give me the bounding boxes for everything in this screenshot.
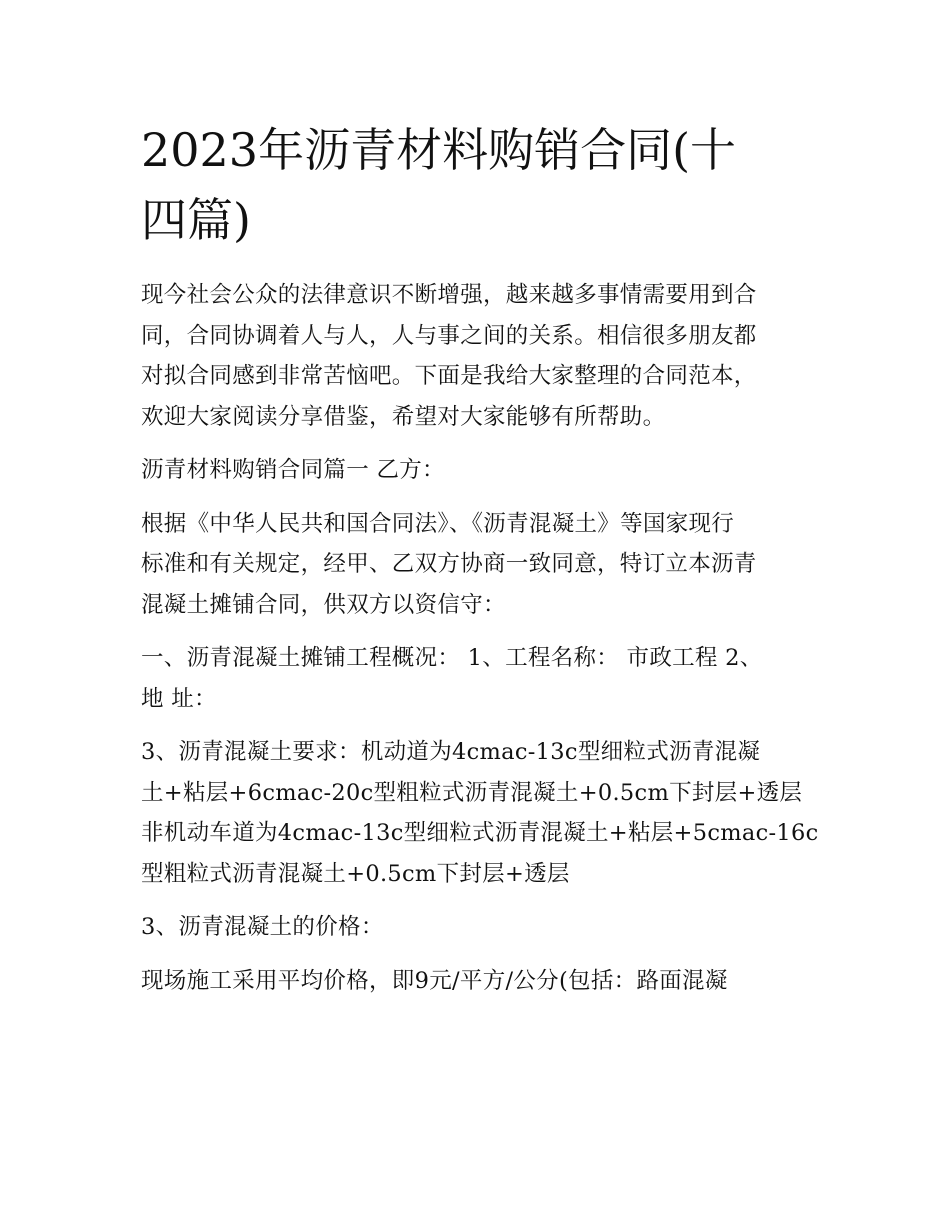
text-line: 型粗粒式沥青混凝土+0.5cm下封层+透层	[141, 860, 570, 887]
section-heading-paragraph	[141, 450, 821, 491]
text-line: 现场施工采用平均价格，即9元/平方/公分(包括：路面混凝	[141, 967, 728, 994]
text-line: 土+粘层+6cmac-20c型粗粒式沥青混凝土+0.5cm下封层+透层	[141, 779, 803, 806]
requirements-paragraph	[141, 732, 821, 894]
text-line: 对拟合同感到非常苦恼吧。下面是我给大家整理的合同范本，	[141, 363, 757, 389]
text-line: 3、沥青混凝土的价格：	[141, 914, 384, 940]
text-line: 现今社会公众的法律意识不断增强，越来越多事情需要用到合	[141, 282, 757, 308]
text-line: 一、沥青混凝土摊铺工程概况： 1、工程名称： 市政工程 2、	[141, 645, 763, 671]
text-line: 地 址：	[141, 685, 217, 712]
title-line: 2023年沥青材料购销合同(十	[141, 123, 737, 177]
intro-paragraph	[141, 275, 821, 437]
text-line: 同，合同协调着人与人，人与事之间的关系。相信很多朋友都	[141, 322, 757, 349]
text-line: 根据《中华人民共和国合同法》、《沥青混凝土》等国家现行	[141, 510, 735, 537]
document-title	[141, 115, 821, 255]
price-paragraph	[141, 961, 821, 1002]
text-line: 标准和有关规定，经甲、乙双方协商一致同意，特订立本沥青	[141, 551, 757, 577]
text-line: 非机动车道为4cmac-13c型细粒式沥青混凝土+粘层+5cmac-16c	[141, 820, 819, 846]
project-overview-paragraph	[141, 638, 821, 719]
text-line: 混凝土摊铺合同，供双方以资信守：	[141, 591, 506, 618]
text-line: 沥青材料购销合同篇一 乙方：	[141, 457, 445, 483]
title-line: 四篇)	[141, 193, 251, 247]
price-heading-paragraph	[141, 907, 821, 948]
document-body	[141, 115, 821, 1001]
text-line: 3、沥青混凝土要求：机动道为4cmac-13c型细粒式沥青混凝	[141, 739, 761, 765]
basis-paragraph	[141, 504, 821, 626]
text-line: 欢迎大家阅读分享借鉴，希望对大家能够有所帮助。	[141, 403, 666, 430]
